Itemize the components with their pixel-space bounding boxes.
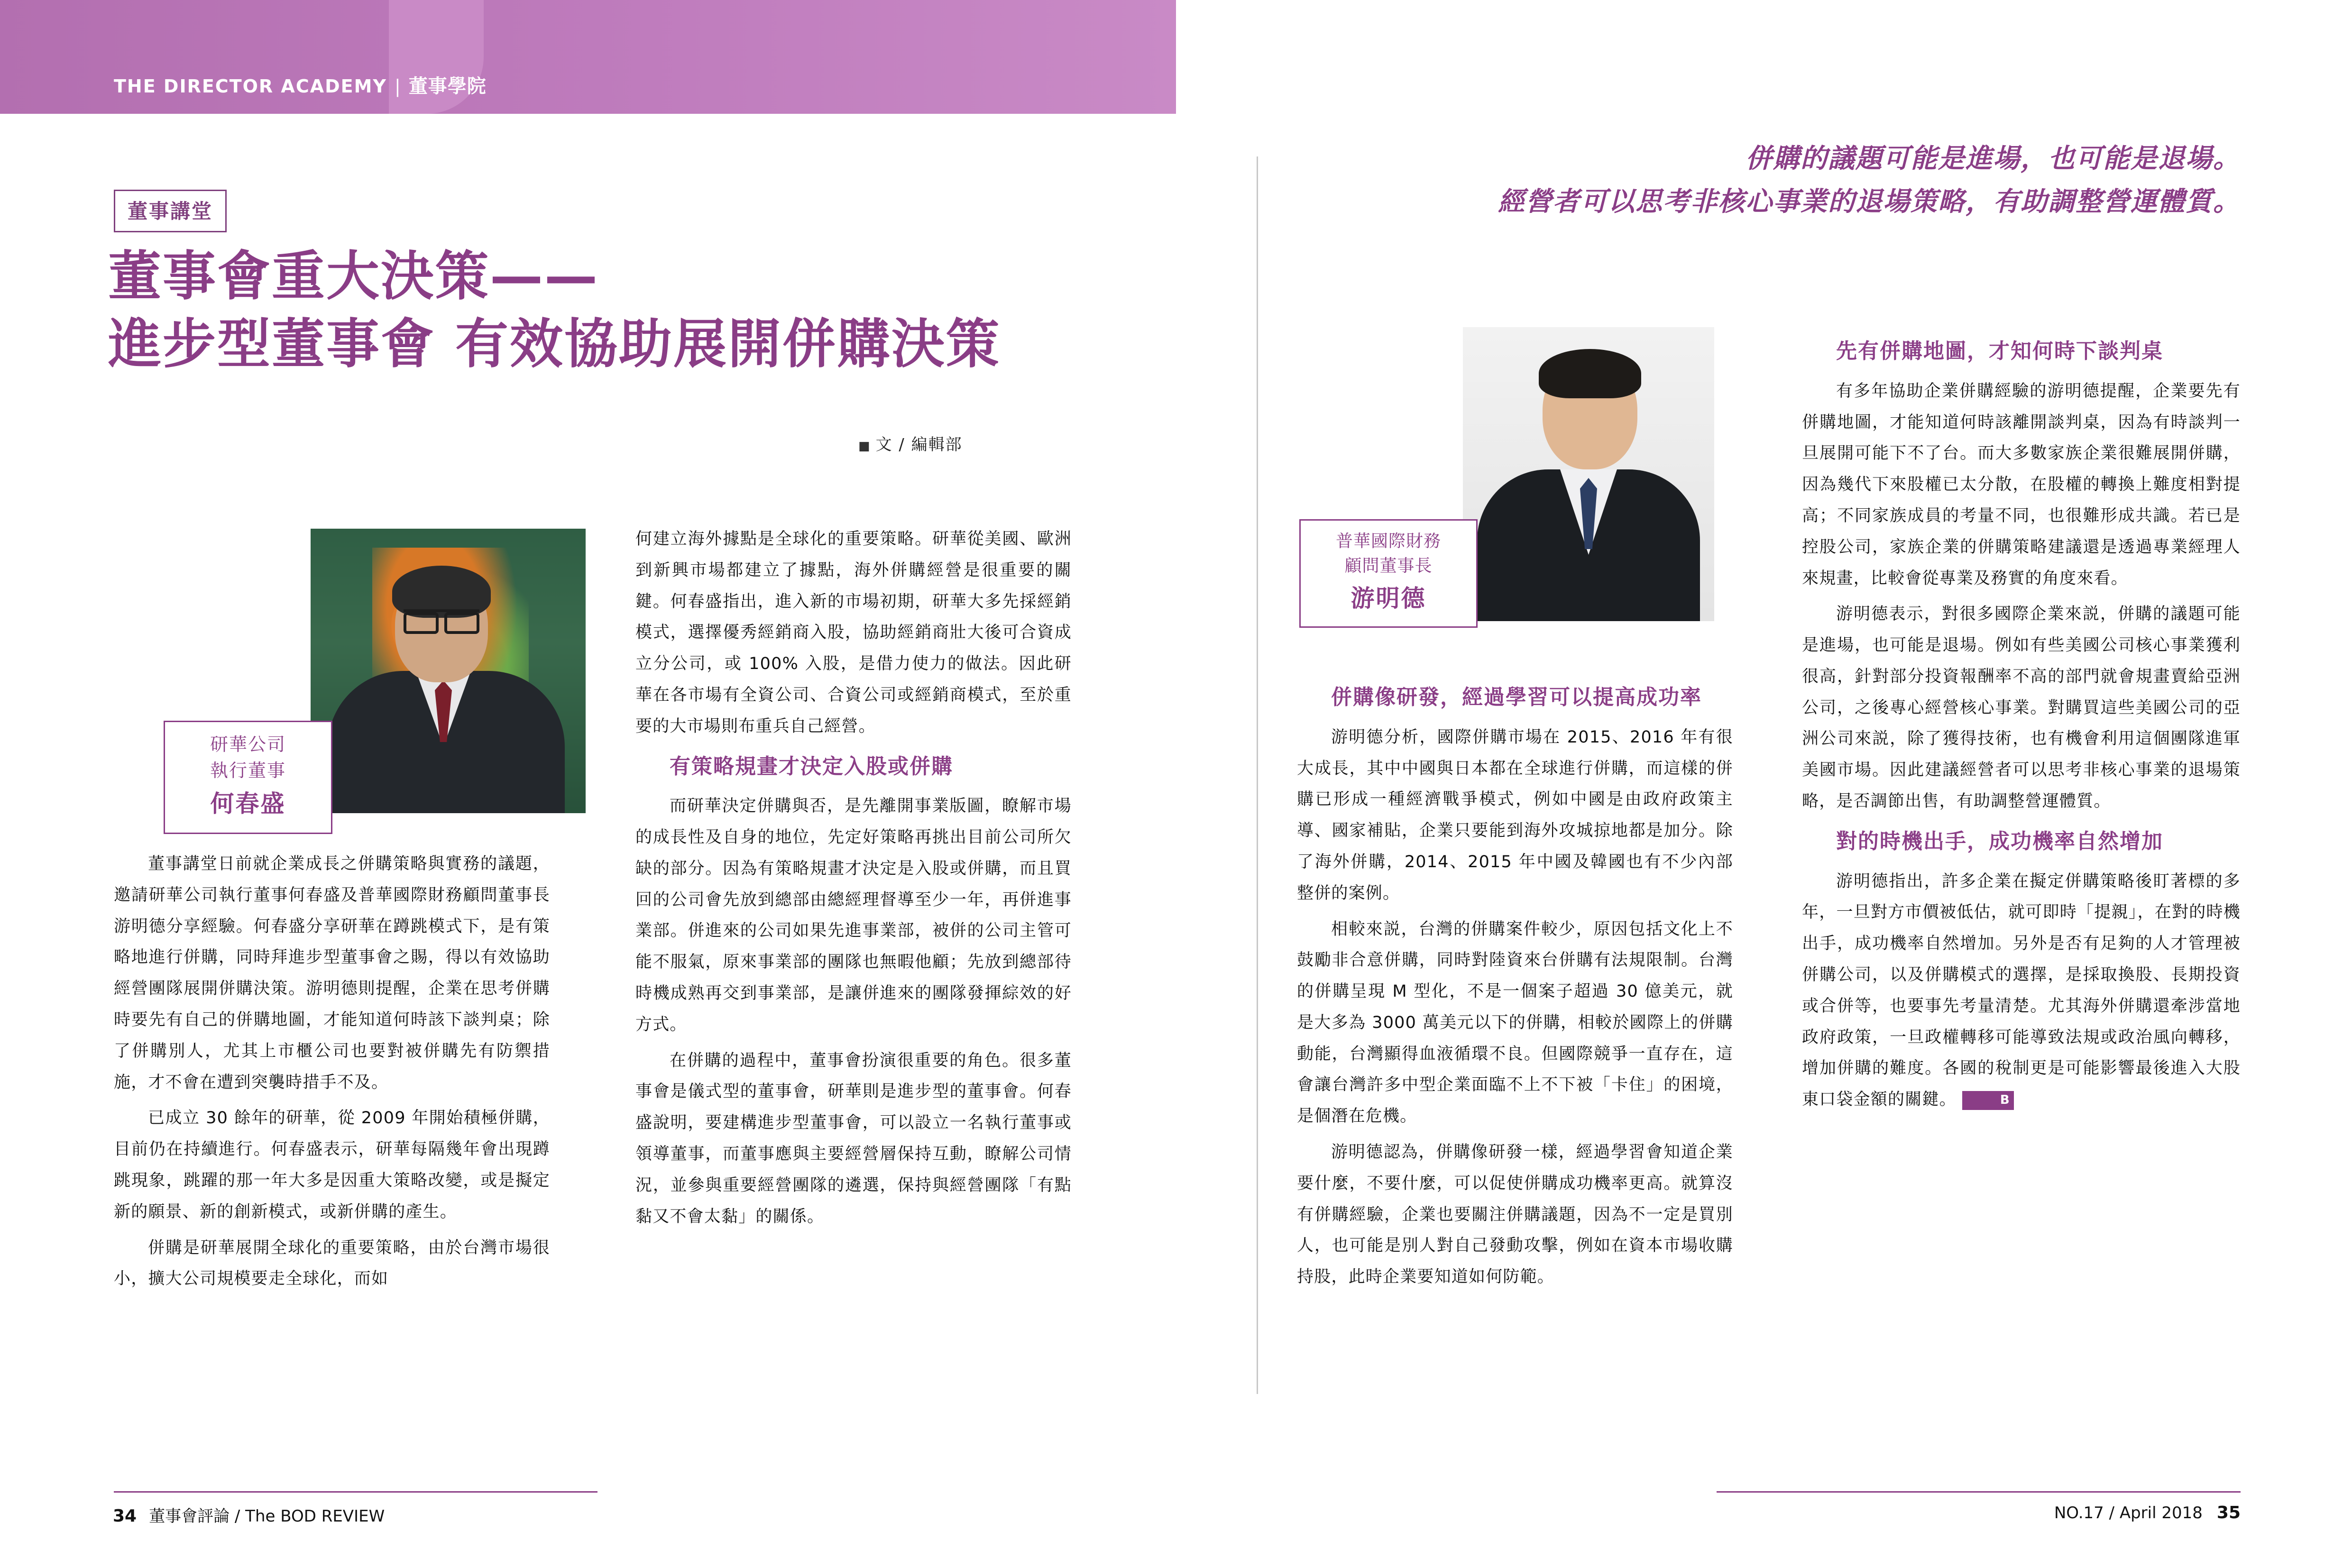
page-title (108, 243, 1001, 379)
paragraph: 已成立 30 餘年的研華，從 2009 年開始積極併購，目前仍在持續進行。何春盛表示，研華每隔幾年會出現蹲跳現象，跳躍的那一年大多是因重大策略改變，或是擬定新的願景、新的創新模式，或新併購的產生。 (114, 1109, 550, 1221)
body-column-3 (1297, 678, 1733, 1298)
portrait-photo-right (1463, 327, 1714, 621)
page-gutter-divider (1257, 156, 1258, 1394)
portrait-glasses-left (404, 609, 479, 630)
body-column-1 (114, 849, 550, 1300)
footer-left (113, 1503, 385, 1526)
pull-quote-line2: 經營者可以思考非核心事業的退場策略，有助調整營運體質。 (1498, 186, 2241, 217)
portrait-photo-left (311, 529, 586, 813)
paragraph: 游明德表示，對很多國際企業來説，併購的議題可能是進場，也可能是退場。例如有些美國公司核心事業獲利很高，針對部分投資報酬率不高的部門就會規畫賣給亞洲公司，之後專心經營核心事業。對購買這些美國公司的亞洲公司來説，除了獲得技術，也有機會利用這個團隊進軍美國市場。因此建議經營者可以思考非核心事業的退場策略，是否調節出售，有助調整營運體質。 (1802, 605, 2241, 811)
paragraph: 董事講堂日前就企業成長之併購策略與實務的議題，邀請研華公司執行董事何春盛及普華國際財務顧問董事長游明德分享經驗。何春盛分享研華在蹲跳模式下，是有策略地進行併購，同時拜進步型董事會之賜，得以有效協助經營團隊展開併購決策。游明德則提醒，企業在思考併購時要先有自己的併購地圖，才能知道何時該下談判桌；除了併購別人，尤其上市櫃公司也要對被併購先有防禦措施，才不會在遭到突襲時措手不及。 (114, 854, 550, 1092)
caption-role-line1-right: 普華國際財務 (1335, 532, 1441, 551)
byline-square-icon: ■ (858, 439, 871, 453)
page-number-left: 34 (113, 1506, 137, 1526)
running-head-separator: | (394, 76, 401, 97)
footer-left-text: 董事會評論 / The BOD REVIEW (149, 1507, 385, 1526)
subheading: 先有併購地圖，才知何時下談判桌 (1836, 339, 2163, 363)
paragraph (1802, 866, 2241, 1116)
paragraph: 併購是研華展開全球化的重要策略，由於台灣市場很小，擴大公司規模要走全球化，而如 (114, 1238, 550, 1289)
paragraph: 何建立海外據點是全球化的重要策略。研華從美國、歐洲到新興市場都建立了據點，海外併購經營是很重要的關鍵。何春盛指出，進入新的市場初期，研華大多先採經銷模式，選擇優秀經銷商入股，協助經銷商壯大後可合資成立分公司，或 100% 入股，是借力使力的做法。因此研華在各市場有全資公司、合資公司或經銷商模式，至於重要的大市場則布重兵自己經營。 (635, 530, 1072, 736)
page-title-line1: 董事會重大決策—— (108, 246, 599, 307)
caption-role-line2-left: 執行董事 (210, 760, 286, 781)
caption-role-line1-left: 研華公司 (210, 734, 286, 755)
end-mark: B (1962, 1091, 2014, 1110)
running-head-en: THE DIRECTOR ACADEMY (114, 76, 387, 97)
running-head-zh: 董事學院 (408, 75, 487, 97)
portrait-hair-right (1539, 349, 1641, 398)
caption-name-left: 何春盛 (210, 790, 286, 818)
paragraph: 而研華決定併購與否，是先離開事業版圖，瞭解市場的成長性及自身的地位，先定好策略再挑出目前公司所欠缺的部分。因為有策略規畫才決定是入股或併購，而且買回的公司會先放到總部由總經理督導至少一年，再併進事業部。併進來的公司如果先進事業部，被併的公司主管可能不服氣，原來事業部的團隊也無暇他顧；先放到總部待時機成熟再交到事業部，是讓併進來的團隊發揮綜效的好方式。 (635, 797, 1072, 1034)
caption-role-line2-right: 顧問董事長 (1344, 556, 1433, 576)
section-tag: 董事講堂 (114, 190, 227, 232)
photo-caption-right (1299, 519, 1478, 628)
footer-rule-left (114, 1491, 597, 1493)
footer-rule-right (1717, 1491, 2241, 1493)
body-column-2 (635, 524, 1072, 1237)
subheading: 對的時機出手，成功機率自然增加 (1836, 829, 2163, 853)
subheading: 有策略規畫才決定入股或併購 (670, 754, 953, 779)
subheading: 併購像研發，經過學習可以提高成功率 (1331, 685, 1702, 709)
paragraph: 游明德認為，併購像研發一樣，經過學習會知道企業要什麼，不要什麼，可以促使併購成功機率更高。就算沒有併購經驗，企業也要關注併購議題，因為不一定是買別人，也可能是別人對自己發動攻擊，例如在資本市場收購持股，此時企業要知道如何防範。 (1297, 1143, 1733, 1287)
pull-quote-line1: 併購的議題可能是進場，也可能是退場。 (1746, 143, 2241, 174)
caption-name-right: 游明德 (1351, 585, 1426, 613)
page-title-line2: 進步型董事會 有效協助展開併購決策 (108, 313, 1001, 376)
paragraph: 在併購的過程中，董事會扮演很重要的角色。很多董事會是儀式型的董事會，研華則是進步型的董事會。何春盛說明，要建構進步型董事會，可以設立一名執行董事或領導董事，而董事應與主要經營層保持互動，瞭解公司情況，並參與重要經營團隊的遴選，保持與經營團隊「有點黏又不會太黏」的關係。 (635, 1051, 1072, 1226)
paragraph-text: 游明德指出，許多企業在擬定併購策略後盯著標的多年，一旦對方市價被低估，就可即時「提親」，在對的時機出手，成功機率自然增加。另外是否有足夠的人才管理被併購公司，以及併購模式的選擇，是採取換股、長期投資或合併等，也要事先考量清楚。尤其海外併購還牽涉當地政府政策，一旦政權轉移可能導致法規或政治風向轉移，增加併購的難度。各國的稅制更是可能影響最後進入大股東口袋金額的關鍵。 (1802, 871, 2241, 1110)
footer-right-text: NO.17 / April 2018 (2054, 1504, 2203, 1522)
byline (858, 431, 963, 455)
running-head (114, 71, 487, 98)
page-number-right: 35 (2216, 1503, 2241, 1522)
paragraph: 相較來説，台灣的併購案件較少，原因包括文化上不鼓勵非合意併購，同時對陸資來台併購有法規限制。台灣的併購呈現 M 型化，不是一個案子超過 30 億美元，就是大多為 3000 萬美元以下的併購，相較於國際上的併購動能，台灣顯得血液循環不良。但國際競爭一直存在，這會讓台灣許多中型企業面臨不上不下被「卡住」的困境，是個潛在危機。 (1297, 919, 1733, 1126)
paragraph: 游明德分析，國際併購市場在 2015、2016 年有很大成長，其中中國與日本都在全球進行併購，而這樣的併購已形成一種經濟戰爭模式，例如中國是由政府政策主導、國家補貼，企業只要能到海外攻城掠地都是加分。除了海外併購，2014、2015 年中國及韓國也有不少內部整併的案例。 (1297, 727, 1733, 903)
portrait-arms-left (339, 742, 557, 799)
byline-text: 文 / 編輯部 (875, 435, 963, 454)
body-column-4 (1802, 332, 2241, 1120)
paragraph: 有多年協助企業併購經驗的游明德提醒，企業要先有併購地圖，才能知道何時該離開談判桌，因為有時談判一旦展開可能下不了台。而大多數家族企業很難展開併購，因為幾代下來股權已太分散，在股權的轉換上難度相對提高；不同家族成員的考量不同，也很難形成共識。若已是控股公司，家族企業的併購策略建議還是透過專業經理人來規畫，比較會從專業及務實的角度來看。 (1802, 381, 2241, 588)
photo-caption-left (164, 721, 332, 834)
pull-quote (1297, 138, 2241, 223)
footer-right (1717, 1503, 2241, 1522)
